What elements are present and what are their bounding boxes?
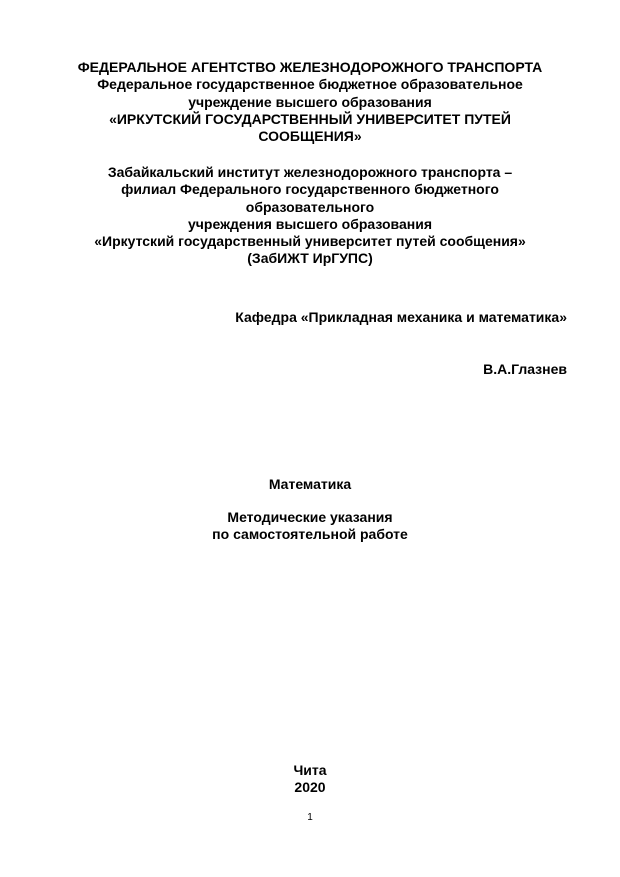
institute-block [53,164,567,268]
page-number [53,812,567,824]
agency-block [53,59,567,145]
city-label: Чита [293,762,327,778]
department-name [53,309,567,326]
institute-line: образовательного [245,198,375,215]
department-label: Кафедра «Прикладная механика и математика» [235,309,567,325]
document-subtitle [53,509,567,544]
agency-line: «ИРКУТСКИЙ ГОСУДАРСТВЕННЫЙ УНИВЕРСИТЕТ ПУТЕЙ [109,110,511,127]
institute-line: филиал Федерального государственного бюджетного [121,181,499,198]
agency-line: СООБЩЕНИЯ» [258,128,362,145]
agency-line: учреждение высшего образования [188,93,432,110]
title-label: Математика [268,476,352,492]
author-name [53,361,567,378]
institute-line: (ЗабИЖТ ИрГУПС) [247,250,373,267]
institute-line: учреждения высшего образования [188,215,432,232]
year-label: 2020 [294,779,326,796]
author-label: В.А.Глазнев [483,361,567,377]
subtitle-line: по самостоятельной работе [212,526,408,543]
agency-line: ФЕДЕРАЛЬНОЕ АГЕНТСТВО ЖЕЛЕЗНОДОРОЖНОГО ТРАНСПОРТА [77,59,543,75]
agency-line: Федеральное государственное бюджетное образовательное [97,76,523,93]
institute-line: Забайкальский институт железнодорожного транспорта – [107,164,513,180]
institute-line: «Иркутский государственный университет путей сообщения» [94,233,526,250]
imprint-block [53,762,567,797]
page-number-label: 1 [307,812,313,823]
subtitle-line: Методические указания [227,509,393,525]
document-title [53,476,567,493]
